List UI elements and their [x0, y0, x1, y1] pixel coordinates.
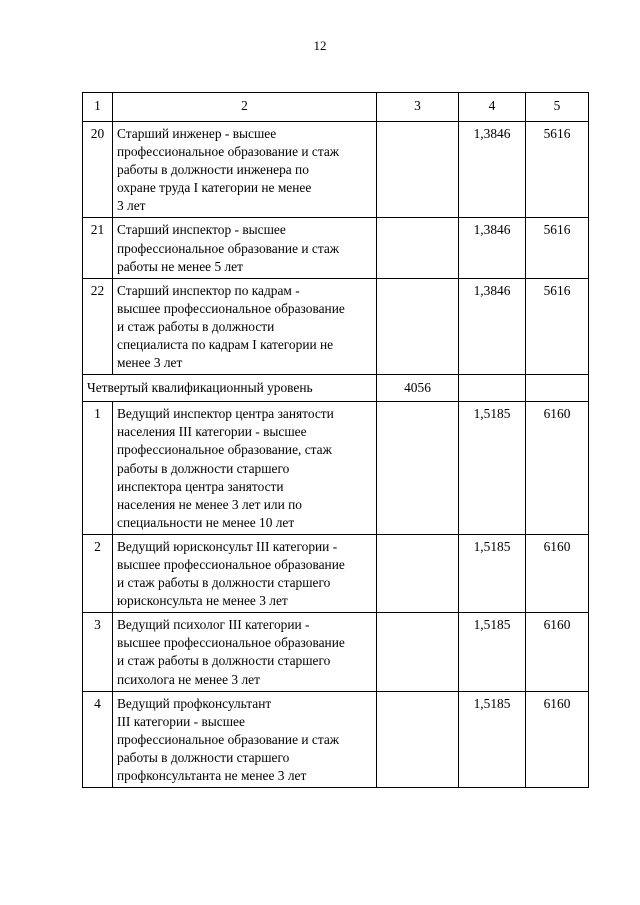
base-salary-cell — [377, 613, 459, 691]
position-description: Ведущий инспектор центра занятости населения III категории - высшее профессиональное образование, стаж работы в должности старшего инспектора центра занятости населения не менее 3 лет или по специальности не менее 10 лет — [113, 402, 377, 535]
position-description: Старший инспектор - высшее профессиональное образование и стаж работы не менее 5 лет — [113, 218, 377, 278]
coefficient-cell: 1,5185 — [459, 613, 526, 691]
salary-cell: 6160 — [526, 534, 589, 612]
position-description: Ведущий профконсультант III категории - высшее профессиональное образование и стаж работы в должности старшего профконсультанта не менее 3 лет — [113, 691, 377, 787]
base-salary-cell — [377, 691, 459, 787]
salary-cell: 6160 — [526, 613, 589, 691]
header-cell-2: 2 — [113, 93, 377, 122]
header-cell-5: 5 — [526, 93, 589, 122]
table-row — [83, 402, 589, 535]
row-number: 1 — [83, 402, 113, 535]
salary-cell: 5616 — [526, 218, 589, 278]
coefficient-cell: 1,3846 — [459, 218, 526, 278]
page-number: 12 — [313, 38, 327, 53]
empty-cell — [459, 375, 526, 402]
salary-cell: 5616 — [526, 278, 589, 374]
row-number: 3 — [83, 613, 113, 691]
table-row — [83, 534, 589, 612]
table-row — [83, 278, 589, 374]
salary-cell: 6160 — [526, 691, 589, 787]
empty-cell — [526, 375, 589, 402]
header-cell-4: 4 — [459, 93, 526, 122]
qualification-level-base: 4056 — [377, 375, 459, 402]
row-number: 20 — [83, 122, 113, 218]
position-description: Старший инспектор по кадрам - высшее профессиональное образование и стаж работы в должности специалиста по кадрам I категории не менее 3 лет — [113, 278, 377, 374]
salary-table — [82, 92, 589, 788]
table-row — [83, 122, 589, 218]
coefficient-cell: 1,3846 — [459, 122, 526, 218]
row-number: 2 — [83, 534, 113, 612]
coefficient-cell: 1,5185 — [459, 402, 526, 535]
row-number: 22 — [83, 278, 113, 374]
table-header-row — [83, 93, 589, 122]
table-row — [83, 613, 589, 691]
row-number: 21 — [83, 218, 113, 278]
base-salary-cell — [377, 218, 459, 278]
salary-cell: 5616 — [526, 122, 589, 218]
base-salary-cell — [377, 278, 459, 374]
position-description: Ведущий психолог III категории - высшее профессиональное образование и стаж работы в должности старшего психолога не менее 3 лет — [113, 613, 377, 691]
base-salary-cell — [377, 122, 459, 218]
header-cell-3: 3 — [377, 93, 459, 122]
base-salary-cell — [377, 402, 459, 535]
qualification-level-row — [83, 375, 589, 402]
base-salary-cell — [377, 534, 459, 612]
position-description: Ведущий юрисконсульт III категории - высшее профессиональное образование и стаж работы в должности старшего юрисконсульта не менее 3 лет — [113, 534, 377, 612]
salary-cell: 6160 — [526, 402, 589, 535]
position-description: Старший инженер - высшее профессиональное образование и стаж работы в должности инженера по охране труда I категории не менее 3 лет — [113, 122, 377, 218]
table-row — [83, 218, 589, 278]
qualification-level-label: Четвертый квалификационный уровень — [83, 375, 377, 402]
coefficient-cell: 1,5185 — [459, 534, 526, 612]
header-cell-1: 1 — [83, 93, 113, 122]
coefficient-cell: 1,5185 — [459, 691, 526, 787]
table-row — [83, 691, 589, 787]
coefficient-cell: 1,3846 — [459, 278, 526, 374]
row-number: 4 — [83, 691, 113, 787]
